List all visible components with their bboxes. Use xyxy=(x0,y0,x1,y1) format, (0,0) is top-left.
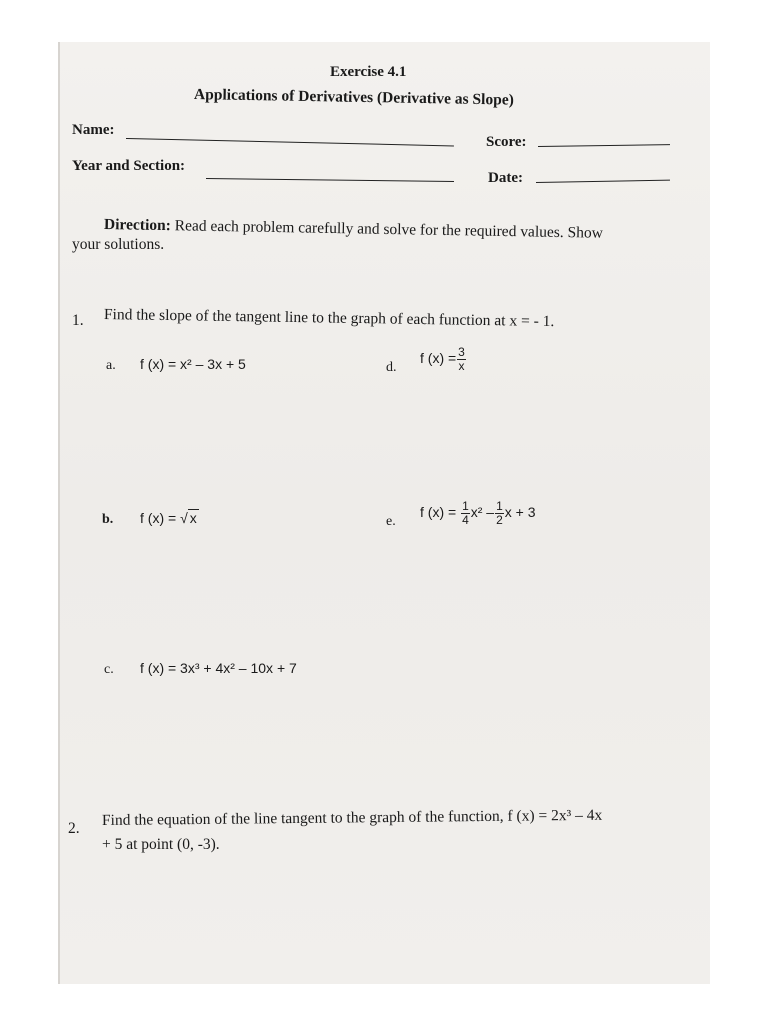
item-e-fraction-1 xyxy=(461,500,470,527)
item-c-expression: f (x) = 3x³ + 4x² – 10x + 7 xyxy=(140,660,297,676)
item-d-prefix: f (x) = xyxy=(420,350,457,367)
problem-2-text-2: + 5 at point (0, -3). xyxy=(102,836,220,853)
score-label: Score: xyxy=(486,134,527,150)
problem-1-text: Find the slope of the tangent line to the graph of each function at x = - 1. xyxy=(103,306,555,331)
date-label: Date: xyxy=(488,170,523,186)
date-field-line[interactable] xyxy=(536,180,670,183)
direction-text-2: your solutions. xyxy=(72,236,165,253)
item-e-suffix: x + 3 xyxy=(504,504,536,521)
name-field-line[interactable] xyxy=(126,138,454,146)
year-section-field-line[interactable] xyxy=(206,178,454,182)
name-label: Name: xyxy=(72,122,115,138)
item-e-fraction-2-denominator: 2 xyxy=(496,513,503,527)
item-e-fraction-2-numerator: 1 xyxy=(496,499,503,513)
item-d-numerator: 3 xyxy=(458,345,465,359)
item-d-denominator: x xyxy=(458,359,465,373)
score-field-line[interactable] xyxy=(538,144,670,147)
item-b-letter: b. xyxy=(102,512,114,527)
item-d-fraction xyxy=(457,346,466,373)
problem-2-text-1: Find the equation of the line tangent to the graph of the function, f (x) = 2x³ – 4x xyxy=(101,806,603,829)
direction-line-1 xyxy=(104,216,603,243)
item-a-expression: f (x) = x² – 3x + 5 xyxy=(140,356,246,372)
exercise-number: Exercise 4.1 xyxy=(330,64,407,80)
item-d-letter: d. xyxy=(386,360,397,375)
page-title: Applications of Derivatives (Derivative as Slope) xyxy=(193,86,514,109)
item-c-letter: c. xyxy=(104,662,114,677)
problem-2-number: 2. xyxy=(68,820,80,837)
item-b-radicand: x xyxy=(189,510,197,526)
item-e-expression xyxy=(420,500,536,527)
year-section-label: Year and Section: xyxy=(72,158,186,174)
direction-text-1: Read each problem carefully and solve for the required values. Show xyxy=(170,217,604,242)
item-b-expression: f (x) = √ x xyxy=(140,510,197,526)
worksheet-page xyxy=(58,42,710,984)
item-e-fraction-1-denominator: 4 xyxy=(462,513,469,527)
item-e-letter: e. xyxy=(386,514,396,529)
item-a-letter: a. xyxy=(106,358,116,373)
direction-label: Direction: xyxy=(103,216,172,235)
item-e-prefix: f (x) = xyxy=(420,504,461,521)
item-e-fraction-2 xyxy=(495,500,504,527)
item-e-middle: x² – xyxy=(470,504,495,521)
problem-1-number: 1. xyxy=(72,312,84,329)
item-b-prefix: f (x) = xyxy=(140,510,181,526)
item-d-expression xyxy=(420,346,467,373)
item-e-fraction-1-numerator: 1 xyxy=(462,499,469,513)
